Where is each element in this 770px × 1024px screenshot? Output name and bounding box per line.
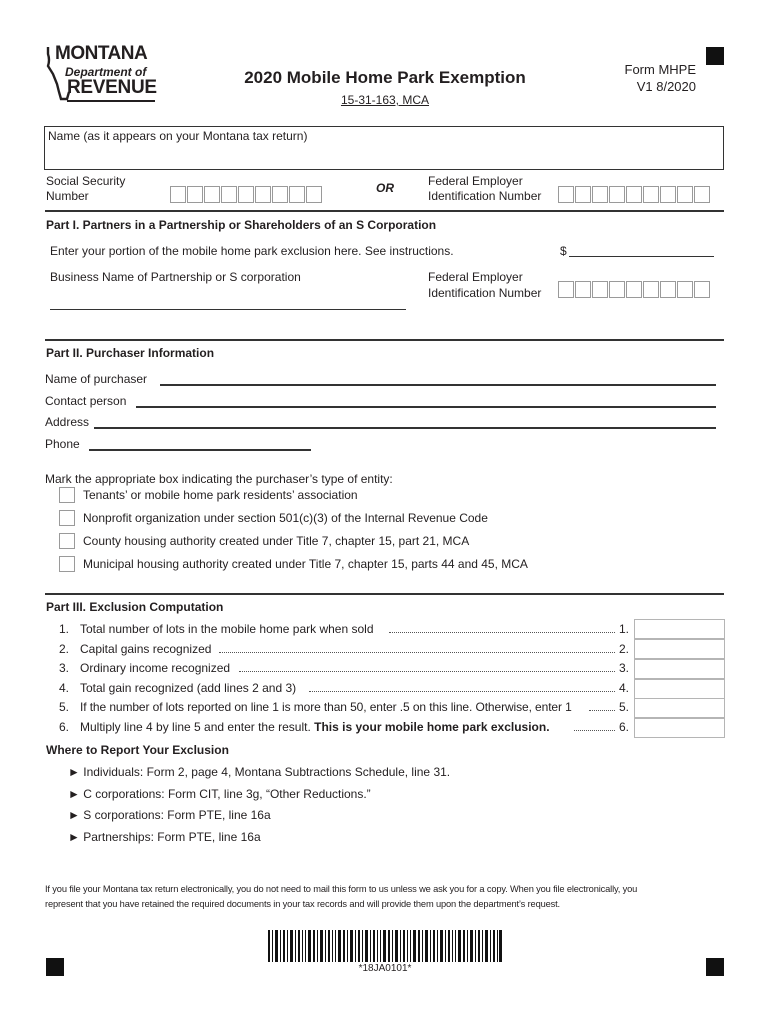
line-text: Capital gains recognized (80, 642, 212, 656)
business-fein-label-line1: Federal Employer (428, 270, 523, 284)
line-text: Ordinary income recognized (80, 661, 231, 675)
footer-note-line1: If you file your Montana tax return electronically, you do not need to mail this form to us unless we ask you for a copy. When you file electronically, you (45, 884, 638, 894)
taxpayer-name-field[interactable] (44, 126, 724, 170)
business-name-input[interactable] (50, 309, 406, 310)
part2-divider (45, 339, 724, 341)
address-input[interactable] (94, 427, 716, 429)
computation-line-6 (59, 720, 629, 736)
page-title: 2020 Mobile Home Park Exemption (244, 68, 526, 87)
purchaser-name-label: Name of purchaser (45, 372, 148, 386)
form-version: V1 8/2020 (636, 79, 696, 94)
logo-revenue-text: REVENUE (67, 77, 157, 98)
where-item-text: Individuals: Form 2, page 4, Montana Subtractions Schedule, line 31. (83, 765, 451, 779)
where-item-text: S corporations: Form PTE, line 16a (83, 808, 271, 822)
address-label: Address (45, 415, 90, 429)
computation-line-2 (59, 642, 629, 658)
line-ref: 2. (618, 642, 629, 656)
line-3-input[interactable] (634, 659, 725, 679)
ssn-input[interactable] (170, 186, 323, 203)
part3-divider (45, 593, 724, 595)
dollar-sign: $ (560, 244, 567, 258)
where-item-individuals (68, 765, 450, 779)
computation-line-1 (59, 622, 629, 638)
where-item-partnerships (68, 830, 261, 844)
line-number: 6. (59, 720, 70, 734)
computation-line-4 (59, 681, 629, 697)
part3-heading: Part III. Exclusion Computation (46, 600, 224, 614)
taxpayer-fein-label-line1: Federal Employer (428, 174, 523, 188)
where-item-text: Partnerships: Form PTE, line 16a (83, 830, 261, 844)
taxpayer-fein-input[interactable] (558, 186, 711, 203)
line-text: Total number of lots in the mobile home park when sold (80, 622, 374, 636)
entity-checkbox-county[interactable] (59, 533, 75, 549)
registration-mark-bottom-left (46, 958, 64, 976)
entity-checkbox-nonprofit[interactable] (59, 510, 75, 526)
contact-person-input[interactable] (136, 406, 716, 408)
part1-heading: Part I. Partners in a Partnership or Shareholders of an S Corporation (46, 218, 437, 232)
ssn-label-line1: Social Security (46, 174, 126, 188)
logo-department-text: Department of (65, 65, 147, 79)
part2-heading: Part II. Purchaser Information (46, 346, 215, 360)
line-number: 4. (59, 681, 70, 695)
business-fein-input[interactable] (558, 281, 711, 298)
computation-line-5 (59, 700, 629, 716)
line-number: 3. (59, 661, 70, 675)
taxpayer-fein-label-line2: Identification Number (428, 189, 542, 203)
line-ref: 4. (618, 681, 629, 695)
ssn-label-line2: Number (46, 189, 89, 203)
entity-option-county: County housing authority created under Title 7, chapter 15, part 21, MCA (83, 534, 470, 548)
line-ref: 6. (618, 720, 629, 734)
taxpayer-name-label: Name (as it appears on your Montana tax return) (48, 129, 308, 143)
line-4-input[interactable] (634, 679, 725, 699)
phone-label: Phone (45, 437, 80, 451)
line-ref: 5. (618, 700, 629, 714)
entity-checkbox-municipal[interactable] (59, 556, 75, 572)
line-6-input[interactable] (634, 718, 725, 738)
form-id: Form MHPE (624, 62, 696, 77)
line-ref: 1. (618, 622, 629, 636)
entity-prompt: Mark the appropriate box indicating the purchaser’s type of entity: (45, 472, 393, 486)
line-1-input[interactable] (634, 619, 725, 639)
line-text-regular: Multiply line 4 by line 5 and enter the result. (80, 720, 311, 734)
arrow-right-icon: ► (68, 808, 80, 822)
entity-option-tenants: Tenants’ or mobile home park residents’ association (83, 488, 358, 502)
footer-note-line2: represent that you have retained the required documents in your tax records and will provide them upon the department’s request. (45, 899, 560, 909)
registration-mark-bottom-right (706, 958, 724, 976)
or-label: OR (376, 181, 394, 195)
business-fein-label-line2: Identification Number (428, 286, 542, 300)
where-item-s-corp (68, 808, 271, 822)
statute-reference[interactable]: 15-31-163, MCA (340, 93, 430, 107)
arrow-right-icon: ► (68, 830, 80, 844)
registration-mark-top-right (706, 47, 724, 65)
line-number: 5. (59, 700, 70, 714)
line-number: 1. (59, 622, 70, 636)
line-2-input[interactable] (634, 639, 725, 659)
computation-line-3 (59, 661, 629, 677)
entity-option-nonprofit: Nonprofit organization under section 501(c)(3) of the Internal Revenue Code (83, 511, 488, 525)
contact-person-label: Contact person (45, 394, 127, 408)
portion-label: Enter your portion of the mobile home park exclusion here. See instructions. (50, 244, 454, 258)
purchaser-name-input[interactable] (160, 384, 716, 386)
where-heading: Where to Report Your Exclusion (46, 743, 229, 757)
arrow-right-icon: ► (68, 787, 80, 801)
business-name-label: Business Name of Partnership or S corporation (50, 270, 301, 284)
entity-option-municipal: Municipal housing authority created under Title 7, chapter 15, parts 44 and 45, MCA (83, 557, 528, 571)
line-text-bold: This is your mobile home park exclusion. (314, 720, 550, 734)
where-item-text: C corporations: Form CIT, line 3g, “Other Reductions.” (83, 787, 371, 801)
where-item-c-corp (68, 787, 371, 801)
montana-dor-logo (45, 44, 157, 106)
line-text (80, 720, 550, 734)
line-text: Total gain recognized (add lines 2 and 3) (80, 681, 297, 695)
barcode (268, 930, 502, 962)
logo-montana-text: MONTANA (55, 43, 148, 64)
portion-amount-input[interactable] (569, 256, 714, 257)
arrow-right-icon: ► (68, 765, 80, 779)
line-number: 2. (59, 642, 70, 656)
barcode-text: *18JA0101* (358, 963, 412, 974)
line-text: If the number of lots reported on line 1 is more than 50, enter .5 on this line. Otherwise, enter 1 (80, 700, 572, 714)
phone-input[interactable] (89, 449, 311, 451)
line-ref: 3. (618, 661, 629, 675)
entity-checkbox-tenants[interactable] (59, 487, 75, 503)
line-5-input[interactable] (634, 698, 725, 718)
part1-divider (45, 210, 724, 212)
logo-underline (67, 100, 155, 102)
